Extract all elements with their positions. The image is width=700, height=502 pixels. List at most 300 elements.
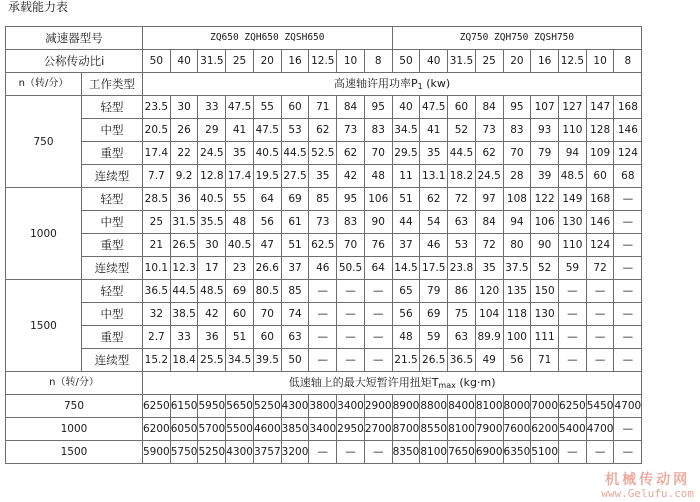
power-value-cell: 28.5: [143, 188, 171, 211]
power-value-cell: 41: [420, 119, 448, 142]
power-title: [143, 73, 642, 96]
power-value-cell: 63: [448, 211, 476, 234]
work-type-cell: 轻型: [82, 96, 143, 119]
power-value-cell: 40.5: [253, 142, 281, 165]
power-value-cell: 52: [448, 119, 476, 142]
power-value-cell: 71: [531, 349, 559, 372]
power-value-cell: 70: [503, 142, 531, 165]
power-value-cell: 60: [586, 165, 614, 188]
power-value-cell: 15.2: [143, 349, 171, 372]
power-value-cell: 31.5: [170, 211, 198, 234]
power-value-cell: 18.4: [170, 349, 198, 372]
torque-value-cell: 6050: [170, 418, 198, 441]
power-value-cell: 26.5: [420, 349, 448, 372]
torque-value-cell: 5750: [170, 441, 198, 464]
torque-title-text: 低速轴上的最大短暂许用扭矩T: [288, 376, 439, 389]
power-value-cell: 147: [586, 96, 614, 119]
model-group-650: ZQ650 ZQH650 ZQSH650: [143, 27, 393, 50]
power-value-cell: —: [586, 303, 614, 326]
power-value-cell: 59: [420, 326, 448, 349]
torque-value-cell: 6900: [475, 441, 503, 464]
power-value-cell: 84: [475, 211, 503, 234]
power-value-cell: 111: [531, 326, 559, 349]
torque-title-subscript: max: [438, 381, 456, 390]
power-value-cell: 48: [364, 165, 392, 188]
power-value-cell: 71: [309, 96, 337, 119]
power-value-cell: 83: [364, 119, 392, 142]
power-value-cell: 95: [364, 96, 392, 119]
torque-value-cell: —: [309, 441, 337, 464]
power-value-cell: 85: [281, 280, 309, 303]
torque-value-cell: 5100: [531, 441, 559, 464]
torque-value-cell: —: [559, 441, 587, 464]
power-value-cell: 100: [503, 326, 531, 349]
power-value-cell: 62.5: [309, 234, 337, 257]
power-value-cell: 54: [420, 211, 448, 234]
power-value-cell: 59: [559, 257, 587, 280]
power-value-cell: 37: [281, 257, 309, 280]
power-value-cell: 53: [281, 119, 309, 142]
torque-value-cell: 4600: [253, 418, 281, 441]
torque-value-cell: 8000: [503, 395, 531, 418]
power-value-cell: 40.5: [226, 234, 254, 257]
power-value-cell: 93: [531, 119, 559, 142]
power-value-cell: 84: [337, 96, 365, 119]
power-value-cell: 29.5: [392, 142, 420, 165]
torque-value-cell: 6150: [170, 395, 198, 418]
power-value-cell: 55: [253, 96, 281, 119]
power-value-cell: 50: [281, 349, 309, 372]
power-value-cell: 60: [253, 326, 281, 349]
torque-value-cell: 8350: [392, 441, 420, 464]
ratio-cell: 8: [364, 50, 392, 73]
power-row: [6, 188, 642, 211]
power-value-cell: —: [309, 303, 337, 326]
power-value-cell: 62: [309, 119, 337, 142]
power-value-cell: 90: [364, 211, 392, 234]
power-value-cell: 14.5: [392, 257, 420, 280]
power-value-cell: 35: [309, 165, 337, 188]
power-value-cell: 51: [226, 326, 254, 349]
power-value-cell: 104: [475, 303, 503, 326]
torque-value-cell: 2700: [364, 418, 392, 441]
power-value-cell: 64: [253, 188, 281, 211]
torque-value-cell: 6350: [503, 441, 531, 464]
torque-row: [6, 441, 642, 464]
power-value-cell: 17: [198, 257, 226, 280]
power-value-cell: 24.5: [198, 142, 226, 165]
power-title-text: 高速轴许用功率P: [334, 77, 418, 90]
power-value-cell: 130: [531, 303, 559, 326]
power-value-cell: —: [559, 326, 587, 349]
torque-value-cell: 7000: [531, 395, 559, 418]
torque-speed-cell: 750: [6, 395, 143, 418]
power-value-cell: 51: [392, 188, 420, 211]
power-value-cell: —: [586, 349, 614, 372]
torque-value-cell: —: [337, 441, 365, 464]
power-value-cell: 122: [531, 188, 559, 211]
power-value-cell: 110: [559, 119, 587, 142]
torque-value-cell: 6250: [143, 395, 171, 418]
power-value-cell: 94: [503, 211, 531, 234]
power-value-cell: 52.5: [309, 142, 337, 165]
power-header-row: [6, 73, 642, 96]
power-value-cell: —: [614, 257, 642, 280]
power-value-cell: 23.8: [448, 257, 476, 280]
power-value-cell: 73: [475, 119, 503, 142]
power-value-cell: 37.5: [503, 257, 531, 280]
speed-cell: 1500: [6, 280, 82, 372]
power-value-cell: 60: [226, 303, 254, 326]
power-value-cell: 21.5: [392, 349, 420, 372]
power-value-cell: 70: [364, 142, 392, 165]
torque-value-cell: 4700: [614, 395, 642, 418]
power-value-cell: 36.5: [448, 349, 476, 372]
power-value-cell: 79: [531, 142, 559, 165]
torque-value-cell: 3400: [309, 418, 337, 441]
torque-value-cell: 6200: [143, 418, 171, 441]
ratio-cell: 20: [253, 50, 281, 73]
power-value-cell: 44.5: [448, 142, 476, 165]
torque-value-cell: 8550: [420, 418, 448, 441]
power-value-cell: 124: [614, 142, 642, 165]
power-value-cell: 48: [392, 326, 420, 349]
torque-value-cell: —: [586, 441, 614, 464]
power-value-cell: 32: [143, 303, 171, 326]
power-row: [6, 142, 642, 165]
power-value-cell: 62: [337, 142, 365, 165]
power-value-cell: 42: [337, 165, 365, 188]
power-value-cell: —: [364, 326, 392, 349]
torque-speed-label: n（转/分）: [6, 372, 143, 395]
ratio-header-row: [6, 50, 642, 73]
power-value-cell: 69: [420, 303, 448, 326]
ratio-cell: 40: [170, 50, 198, 73]
work-type-cell: 重型: [82, 142, 143, 165]
power-value-cell: 35.5: [198, 211, 226, 234]
ratio-cell: 12.5: [309, 50, 337, 73]
power-value-cell: 49: [475, 349, 503, 372]
torque-value-cell: 4700: [586, 418, 614, 441]
power-value-cell: 7.7: [143, 165, 171, 188]
power-value-cell: 83: [337, 211, 365, 234]
ratio-cell: 16: [281, 50, 309, 73]
load-capacity-table: [5, 26, 642, 464]
power-value-cell: 95: [503, 96, 531, 119]
power-value-cell: —: [559, 349, 587, 372]
power-value-cell: 95: [337, 188, 365, 211]
ratio-cell: 25: [226, 50, 254, 73]
work-type-cell: 中型: [82, 119, 143, 142]
torque-value-cell: 3200: [281, 441, 309, 464]
power-value-cell: 97: [475, 188, 503, 211]
work-type-cell: 中型: [82, 211, 143, 234]
model-header-row: [6, 27, 642, 50]
ratio-cell: 50: [143, 50, 171, 73]
power-value-cell: 146: [614, 119, 642, 142]
power-value-cell: —: [614, 188, 642, 211]
torque-value-cell: 3800: [309, 395, 337, 418]
power-value-cell: 2.7: [143, 326, 171, 349]
ratio-cell: 20: [503, 50, 531, 73]
power-value-cell: —: [614, 349, 642, 372]
power-value-cell: 109: [586, 142, 614, 165]
ratio-cell: 10: [586, 50, 614, 73]
power-value-cell: 110: [559, 234, 587, 257]
power-value-cell: —: [364, 280, 392, 303]
power-value-cell: —: [309, 326, 337, 349]
power-value-cell: 26: [170, 119, 198, 142]
power-value-cell: 33: [198, 96, 226, 119]
torque-value-cell: 5500: [226, 418, 254, 441]
power-value-cell: 120: [475, 280, 503, 303]
power-value-cell: 69: [226, 280, 254, 303]
power-value-cell: 44.5: [170, 280, 198, 303]
power-value-cell: 22: [170, 142, 198, 165]
power-value-cell: 149: [559, 188, 587, 211]
power-value-cell: 70: [253, 303, 281, 326]
power-value-cell: 35: [420, 142, 448, 165]
power-value-cell: 46: [420, 234, 448, 257]
power-row: [6, 257, 642, 280]
power-value-cell: 60: [448, 96, 476, 119]
power-value-cell: 33: [170, 326, 198, 349]
power-value-cell: 52: [531, 257, 559, 280]
power-value-cell: —: [614, 303, 642, 326]
torque-value-cell: 3400: [337, 395, 365, 418]
torque-value-cell: 3757: [253, 441, 281, 464]
model-group-750: ZQ750 ZQH750 ZQSH750: [392, 27, 642, 50]
torque-value-cell: —: [364, 441, 392, 464]
watermark-brand: 机械传动网: [605, 472, 691, 488]
power-value-cell: 50.5: [337, 257, 365, 280]
power-value-cell: —: [337, 280, 365, 303]
torque-value-cell: 5450: [586, 395, 614, 418]
power-value-cell: 41: [226, 119, 254, 142]
power-value-cell: 76: [364, 234, 392, 257]
work-type-cell: 中型: [82, 303, 143, 326]
torque-title: [143, 372, 642, 395]
torque-value-cell: 5950: [198, 395, 226, 418]
torque-value-cell: —: [614, 418, 642, 441]
power-value-cell: 63: [281, 326, 309, 349]
work-type-cell: 连续型: [82, 257, 143, 280]
torque-value-cell: 4300: [281, 395, 309, 418]
power-value-cell: 47: [253, 234, 281, 257]
power-value-cell: 90: [531, 234, 559, 257]
torque-value-cell: 4300: [226, 441, 254, 464]
power-value-cell: 150: [531, 280, 559, 303]
power-value-cell: —: [364, 349, 392, 372]
work-type-cell: 重型: [82, 234, 143, 257]
power-value-cell: —: [337, 349, 365, 372]
power-value-cell: 83: [503, 119, 531, 142]
power-value-cell: 47.5: [253, 119, 281, 142]
power-value-cell: 69: [281, 188, 309, 211]
power-value-cell: 73: [337, 119, 365, 142]
torque-value-cell: 8700: [392, 418, 420, 441]
torque-value-cell: 8900: [392, 395, 420, 418]
power-value-cell: 30: [170, 96, 198, 119]
speed-label: n（转/分）: [6, 73, 82, 96]
power-value-cell: 75: [448, 303, 476, 326]
power-value-cell: 135: [503, 280, 531, 303]
torque-value-cell: 6200: [531, 418, 559, 441]
power-value-cell: —: [586, 280, 614, 303]
power-value-cell: 19.5: [253, 165, 281, 188]
power-value-cell: 46: [309, 257, 337, 280]
torque-value-cell: 8100: [475, 395, 503, 418]
power-value-cell: 62: [475, 142, 503, 165]
power-value-cell: 47.5: [420, 96, 448, 119]
power-value-cell: 13.1: [420, 165, 448, 188]
power-row: [6, 303, 642, 326]
power-row: [6, 326, 642, 349]
power-value-cell: 39.5: [253, 349, 281, 372]
torque-value-cell: 2950: [337, 418, 365, 441]
power-value-cell: 29: [198, 119, 226, 142]
power-value-cell: —: [559, 303, 587, 326]
power-value-cell: 47.5: [226, 96, 254, 119]
power-value-cell: 44.5: [281, 142, 309, 165]
torque-value-cell: 6250: [559, 395, 587, 418]
power-value-cell: 27.5: [281, 165, 309, 188]
power-value-cell: 39: [531, 165, 559, 188]
power-value-cell: —: [337, 326, 365, 349]
power-value-cell: 74: [281, 303, 309, 326]
power-value-cell: 44: [392, 211, 420, 234]
torque-row: [6, 418, 642, 441]
power-title-subscript: 1: [417, 82, 423, 91]
power-value-cell: 72: [586, 257, 614, 280]
power-value-cell: 56: [503, 349, 531, 372]
power-value-cell: 25.5: [198, 349, 226, 372]
power-value-cell: 108: [503, 188, 531, 211]
power-value-cell: 28: [503, 165, 531, 188]
power-value-cell: 80.5: [253, 280, 281, 303]
power-value-cell: 26.5: [170, 234, 198, 257]
torque-value-cell: 7650: [448, 441, 476, 464]
power-value-cell: 53: [448, 234, 476, 257]
power-row: [6, 211, 642, 234]
power-value-cell: 106: [364, 188, 392, 211]
power-value-cell: 11: [392, 165, 420, 188]
power-value-cell: 36: [170, 188, 198, 211]
ratio-cell: 31.5: [448, 50, 476, 73]
power-row: [6, 165, 642, 188]
power-value-cell: 85: [309, 188, 337, 211]
torque-title-unit: (kg·m): [455, 376, 496, 389]
power-value-cell: —: [337, 303, 365, 326]
power-title-unit: (kw): [422, 77, 451, 90]
power-value-cell: 21: [143, 234, 171, 257]
power-value-cell: 48: [226, 211, 254, 234]
power-row: [6, 119, 642, 142]
ratio-cell: 8: [614, 50, 642, 73]
power-value-cell: 168: [586, 188, 614, 211]
power-value-cell: 40: [392, 96, 420, 119]
power-row: [6, 280, 642, 303]
power-value-cell: 18.2: [448, 165, 476, 188]
power-value-cell: 89.9: [475, 326, 503, 349]
torque-speed-cell: 1500: [6, 441, 143, 464]
speed-cell: 1000: [6, 188, 82, 280]
power-value-cell: 35: [226, 142, 254, 165]
power-value-cell: 70: [337, 234, 365, 257]
ratio-cell: 12.5: [559, 50, 587, 73]
power-value-cell: 17.4: [143, 142, 171, 165]
work-type-cell: 连续型: [82, 349, 143, 372]
ratio-cell: 40: [420, 50, 448, 73]
power-value-cell: 62: [420, 188, 448, 211]
power-value-cell: 42: [198, 303, 226, 326]
power-value-cell: 36.5: [143, 280, 171, 303]
power-value-cell: 40.5: [198, 188, 226, 211]
power-value-cell: 80: [503, 234, 531, 257]
power-value-cell: 86: [448, 280, 476, 303]
power-value-cell: —: [309, 280, 337, 303]
power-value-cell: 36: [198, 326, 226, 349]
torque-value-cell: 7600: [503, 418, 531, 441]
power-value-cell: —: [614, 234, 642, 257]
torque-value-cell: 8800: [420, 395, 448, 418]
power-value-cell: 51: [281, 234, 309, 257]
power-value-cell: 61: [281, 211, 309, 234]
torque-value-cell: 5700: [198, 418, 226, 441]
power-value-cell: 94: [559, 142, 587, 165]
power-value-cell: 20.5: [143, 119, 171, 142]
power-value-cell: 35: [475, 257, 503, 280]
power-value-cell: 65: [392, 280, 420, 303]
power-value-cell: 12.3: [170, 257, 198, 280]
power-row: [6, 96, 642, 119]
ratio-cell: 25: [475, 50, 503, 73]
power-value-cell: 25: [143, 211, 171, 234]
torque-header-row: [6, 372, 642, 395]
torque-value-cell: 7900: [475, 418, 503, 441]
power-value-cell: —: [559, 280, 587, 303]
work-type-label: 工作类型: [82, 73, 143, 96]
ratio-cell: 31.5: [198, 50, 226, 73]
power-value-cell: 48.5: [198, 280, 226, 303]
ratio-label: 公称传动比i: [6, 50, 143, 73]
power-value-cell: 17.4: [226, 165, 254, 188]
page-title: 承载能力表: [8, 0, 69, 14]
ratio-cell: 50: [392, 50, 420, 73]
power-value-cell: 48.5: [559, 165, 587, 188]
power-value-cell: 72: [448, 188, 476, 211]
power-value-cell: 107: [531, 96, 559, 119]
ratio-cell: 10: [337, 50, 365, 73]
torque-value-cell: 5250: [253, 395, 281, 418]
torque-row: [6, 395, 642, 418]
torque-value-cell: —: [614, 441, 642, 464]
torque-value-cell: 8400: [448, 395, 476, 418]
power-value-cell: 73: [309, 211, 337, 234]
power-value-cell: 26.6: [253, 257, 281, 280]
work-type-cell: 连续型: [82, 165, 143, 188]
power-value-cell: 10.1: [143, 257, 171, 280]
torque-value-cell: 3850: [281, 418, 309, 441]
work-type-cell: 重型: [82, 326, 143, 349]
power-value-cell: 55: [226, 188, 254, 211]
power-value-cell: —: [614, 280, 642, 303]
power-value-cell: 118: [503, 303, 531, 326]
power-value-cell: 64: [364, 257, 392, 280]
power-value-cell: 168: [614, 96, 642, 119]
power-value-cell: —: [614, 211, 642, 234]
power-value-cell: 56: [253, 211, 281, 234]
